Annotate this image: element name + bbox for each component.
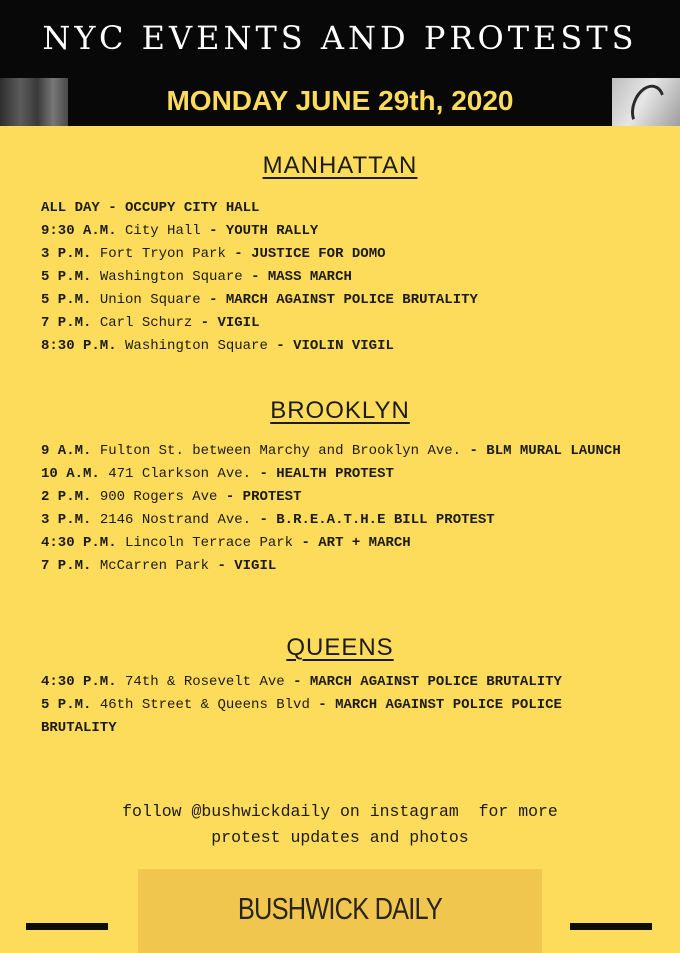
event-row: 7 P.M. Carl Schurz - VIGIL (41, 315, 260, 331)
event-row: 3 P.M. 2146 Nostrand Ave. - B.R.E.A.T.H.E BILL PROTEST (41, 512, 495, 528)
page-title: NYC EVENTS AND PROTESTS (42, 19, 638, 57)
event-date: MONDAY JUNE 29th, 2020 (166, 85, 514, 116)
event-row: 7 P.M. McCarren Park - VIGIL (41, 558, 277, 574)
event-list-brooklyn (41, 440, 641, 578)
event-row: 2 P.M. 900 Rogers Ave - PROTEST (41, 489, 302, 505)
event-row: 9 A.M. Fulton St. between Marchy and Brooklyn Ave. - BLM MURAL LAUNCH (41, 443, 621, 459)
instagram-follow-note (40, 799, 640, 851)
divider-right (570, 923, 652, 930)
follow-line-1: follow @bushwickdaily on instagram for more (122, 802, 558, 821)
event-row: 4:30 P.M. 74th & Rosevelt Ave - MARCH AGAINST POLICE BRUTALITY (41, 674, 562, 690)
event-row: ALL DAY - OCCUPY CITY HALL (41, 200, 260, 216)
section-heading-queens: QUEENS (286, 634, 394, 661)
event-row: 5 P.M. 46th Street & Queens Blvd - MARCH AGAINST POLICE POLICE BRUTALITY (41, 697, 562, 736)
event-row: 3 P.M. Fort Tryon Park - JUSTICE FOR DOMO (41, 246, 386, 262)
event-row: 5 P.M. Washington Square - MASS MARCH (41, 269, 352, 285)
event-row: 4:30 P.M. Lincoln Terrace Park - ART + MARCH (41, 535, 411, 551)
follow-line-2: protest updates and photos (211, 828, 469, 847)
event-list-queens (41, 671, 641, 740)
brand-logo-text: BUSHWICK DAILY (237, 891, 443, 926)
event-row: 10 A.M. 471 Clarkson Ave. - HEALTH PROTEST (41, 466, 394, 482)
date-banner (68, 78, 612, 126)
divider-left (26, 923, 108, 930)
event-row: 5 P.M. Union Square - MARCH AGAINST POLICE BRUTALITY (41, 292, 478, 308)
event-list-manhattan (41, 197, 641, 358)
event-row: 9:30 A.M. City Hall - YOUTH RALLY (41, 223, 319, 239)
section-heading-brooklyn: BROOKLYN (270, 397, 410, 424)
photo-strip-right (612, 78, 680, 126)
photo-strip-left (0, 78, 68, 126)
section-heading-manhattan: MANHATTAN (262, 152, 418, 179)
title-banner (0, 0, 680, 78)
brand-box (138, 869, 542, 953)
event-row: 8:30 P.M. Washington Square - VIOLIN VIGIL (41, 338, 394, 354)
